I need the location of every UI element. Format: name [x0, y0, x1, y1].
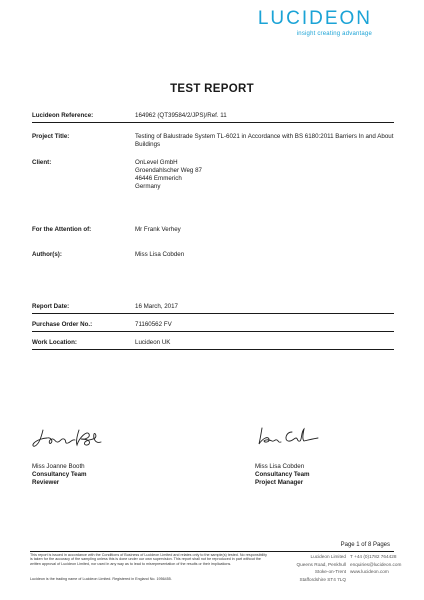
logo-tagline: insight creating advantage: [296, 31, 372, 37]
client-line: Groendahlscher Weg 87: [135, 167, 202, 174]
client-row: [32, 159, 394, 193]
reviewer-name: Miss Joanne Booth: [32, 463, 85, 470]
work-location-label: Work Location:: [32, 339, 77, 346]
page-title: TEST REPORT: [170, 83, 254, 95]
footer-address: [270, 553, 346, 583]
reviewer-team: Consultancy Team: [32, 471, 87, 478]
footer-contact: [350, 553, 416, 576]
project-manager-team: Consultancy Team: [255, 471, 310, 478]
project-manager-role: Project Manager: [255, 479, 304, 486]
report-date-row: [32, 303, 394, 314]
authors-label: Author(s):: [32, 251, 62, 258]
page-count: Page 1 of 8 Pages: [340, 542, 390, 548]
report-date-value: 16 March, 2017: [135, 303, 178, 310]
contact-website: www.lucideon.com: [350, 569, 389, 575]
work-location-value: Lucideon UK: [135, 339, 171, 346]
reference-label: Lucideon Reference:: [32, 112, 94, 119]
reference-row: [32, 112, 394, 123]
client-line: OnLevel GmbH: [135, 159, 178, 166]
address-line: Lucideon Limited: [310, 554, 346, 559]
project-manager-name: Miss Lisa Cobden: [255, 463, 305, 470]
reviewer-signature: [31, 424, 109, 452]
attention-value: Mr Frank Verhey: [135, 226, 181, 233]
address-line: Queens Road, Penkhull: [296, 561, 346, 567]
footer-disclaimer: This report is issued in accordance with the Conditions of Business of Lucideon Limited and relates only to the sample(s) tested. No responsibility is taken for the accuracy of the sampling unless this is done under our own supervision. This report shall not be reproduced in part without the written approval of Lucideon Limited, nor used in any way as to lead to misrepresentation of the results or their implications.: [30, 553, 267, 566]
purchase-order-row: [32, 321, 394, 332]
reference-value: 164962 (QT39584/2/JPS)/Ref. 11: [135, 112, 227, 119]
client-label: Client:: [32, 159, 52, 166]
attention-row: [32, 226, 394, 234]
purchase-order-label: Purchase Order No.:: [32, 321, 93, 328]
footer-trading-name: Lucideon is the trading name of Lucideon Limited. Registered in England No. 1956455.: [30, 577, 172, 581]
project-value: Testing of Balustrade System TL-6021 in Accordance with BS 6180:2011 Barriers In and About Buildings: [135, 133, 394, 148]
project-row: [32, 133, 394, 151]
company-logo: [258, 8, 372, 37]
address-line: Stoke-on-Trent: [314, 569, 346, 575]
work-location-row: [32, 339, 394, 350]
contact-phone: T +44 (0)1782 764428: [350, 554, 397, 559]
client-line: 46446 Emmerich: [135, 175, 182, 182]
reviewer-block: [32, 463, 87, 487]
client-address: [135, 159, 394, 191]
authors-value: Miss Lisa Cobden: [135, 251, 185, 258]
project-manager-signature: [254, 424, 324, 450]
project-manager-block: [255, 463, 310, 487]
client-line: Germany: [135, 183, 161, 190]
purchase-order-value: 71160562 FV: [135, 321, 172, 328]
authors-row: [32, 251, 394, 259]
attention-label: For the Attention of:: [32, 226, 92, 233]
address-line: Staffordshire ST4 7LQ: [299, 576, 346, 582]
report-date-label: Report Date:: [32, 303, 70, 310]
footer-divider: [30, 551, 394, 552]
project-label: Project Title:: [32, 133, 70, 140]
logo-text: LUCIDEON: [257, 8, 372, 29]
reviewer-role: Reviewer: [32, 479, 60, 486]
contact-email: enquiries@lucideon.com: [350, 561, 402, 567]
